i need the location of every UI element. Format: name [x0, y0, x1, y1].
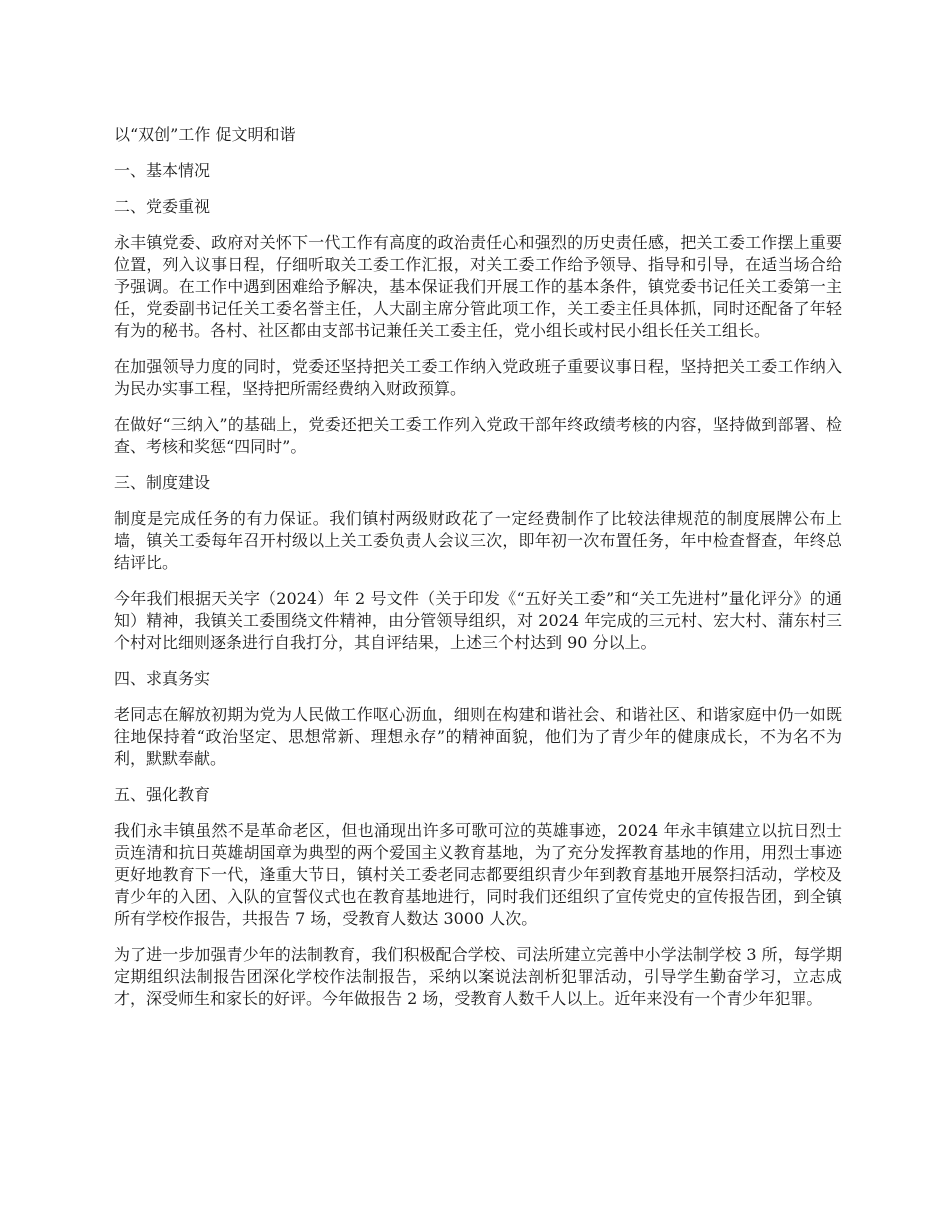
- section-heading-pragmatic: 四、求真务实: [114, 669, 211, 688]
- section-heading-party-attention: 二、党委重视: [114, 197, 211, 216]
- section-heading-system-building: 三、制度建设: [114, 473, 211, 492]
- section-heading-basic-situation: 一、基本情况: [114, 161, 211, 180]
- paragraph: 在做好“三纳入”的基础上，党委还把关工委工作列入党政干部年终政绩考核的内容，坚持做到部署、检查、考核和奖惩“四同时”。: [114, 415, 842, 456]
- section-heading-education: 五、强化教育: [114, 785, 211, 804]
- paragraph: 我们永丰镇虽然不是革命老区，但也涌现出许多可歌可泣的英雄事迹，2024 年永丰镇建立以抗日烈士贡连清和抗日英雄胡国章为典型的两个爱国主义教育基地，为了充分发挥教育基地的作用，用烈士事迹更好地教育下一代，逢重大节日，镇村关工委老同志都要组织青少年到教育基地开展祭扫活动，学校及青少年的入团、入队的宣誓仪式也在教育基地进行，同时我们还组织了宣传党史的宣传报告团，到全镇所有学校作报告，共报告 7 场，受教育人数达 3000 人次。: [114, 821, 842, 928]
- paragraph: 在加强领导力度的同时，党委还坚持把关工委工作纳入党政班子重要议事日程，坚持把关工委工作纳入为民办实事工程，坚持把所需经费纳入财政预算。: [114, 357, 842, 398]
- paragraph: 为了进一步加强青少年的法制教育，我们积极配合学校、司法所建立完善中小学法制学校 3 所，每学期定期组织法制报告团深化学校作法制报告，采纳以案说法剖析犯罪活动，引导学生勤奋学习，立志成才，深受师生和家长的好评。今年做报告 2 场，受教育人数千人以上。近年来没有一个青少年犯罪。: [114, 945, 842, 1008]
- document-title: 以“双创”工作 促文明和谐: [114, 125, 296, 144]
- document-body: [114, 124, 842, 1024]
- paragraph: 制度是完成任务的有力保证。我们镇村两级财政花了一定经费制作了比较法律规范的制度展牌公布上墙，镇关工委每年召开村级以上关工委负责人会议三次，即年初一次布置任务，年中检查督查，年终总结评比。: [114, 509, 842, 572]
- paragraph: 今年我们根据天关字（2024）年 2 号文件（关于印发《“五好关工委”和“关工先进村”量化评分》的通知）精神，我镇关工委围绕文件精神，由分管领导组织，对 2024 年完成的三元村、宏大村、蒲东村三个村对比细则逐条进行自我打分，其自评结果，上述三个村达到 90 分以上。: [114, 589, 842, 652]
- paragraph: 永丰镇党委、政府对关怀下一代工作有高度的政治责任心和强烈的历史责任感，把关工委工作摆上重要位置，列入议事日程，仔细听取关工委工作汇报，对关工委工作给予领导、指导和引导，在适当场合给予强调。在工作中遇到困难给予解决，基本保证我们开展工作的基本条件，镇党委书记任关工委第一主任，党委副书记任关工委名誉主任，人大副主席分管此项工作，关工委主任具体抓，同时还配备了年轻有为的秘书。各村、社区都由支部书记兼任关工委主任，党小组长或村民小组长任关工组长。: [114, 233, 842, 340]
- paragraph: 老同志在解放初期为党为人民做工作呕心沥血，细则在构建和谐社会、和谐社区、和谐家庭中仍一如既往地保持着“政治坚定、思想常新、理想永存”的精神面貌，他们为了青少年的健康成长，不为名不为利，默默奉献。: [114, 705, 842, 768]
